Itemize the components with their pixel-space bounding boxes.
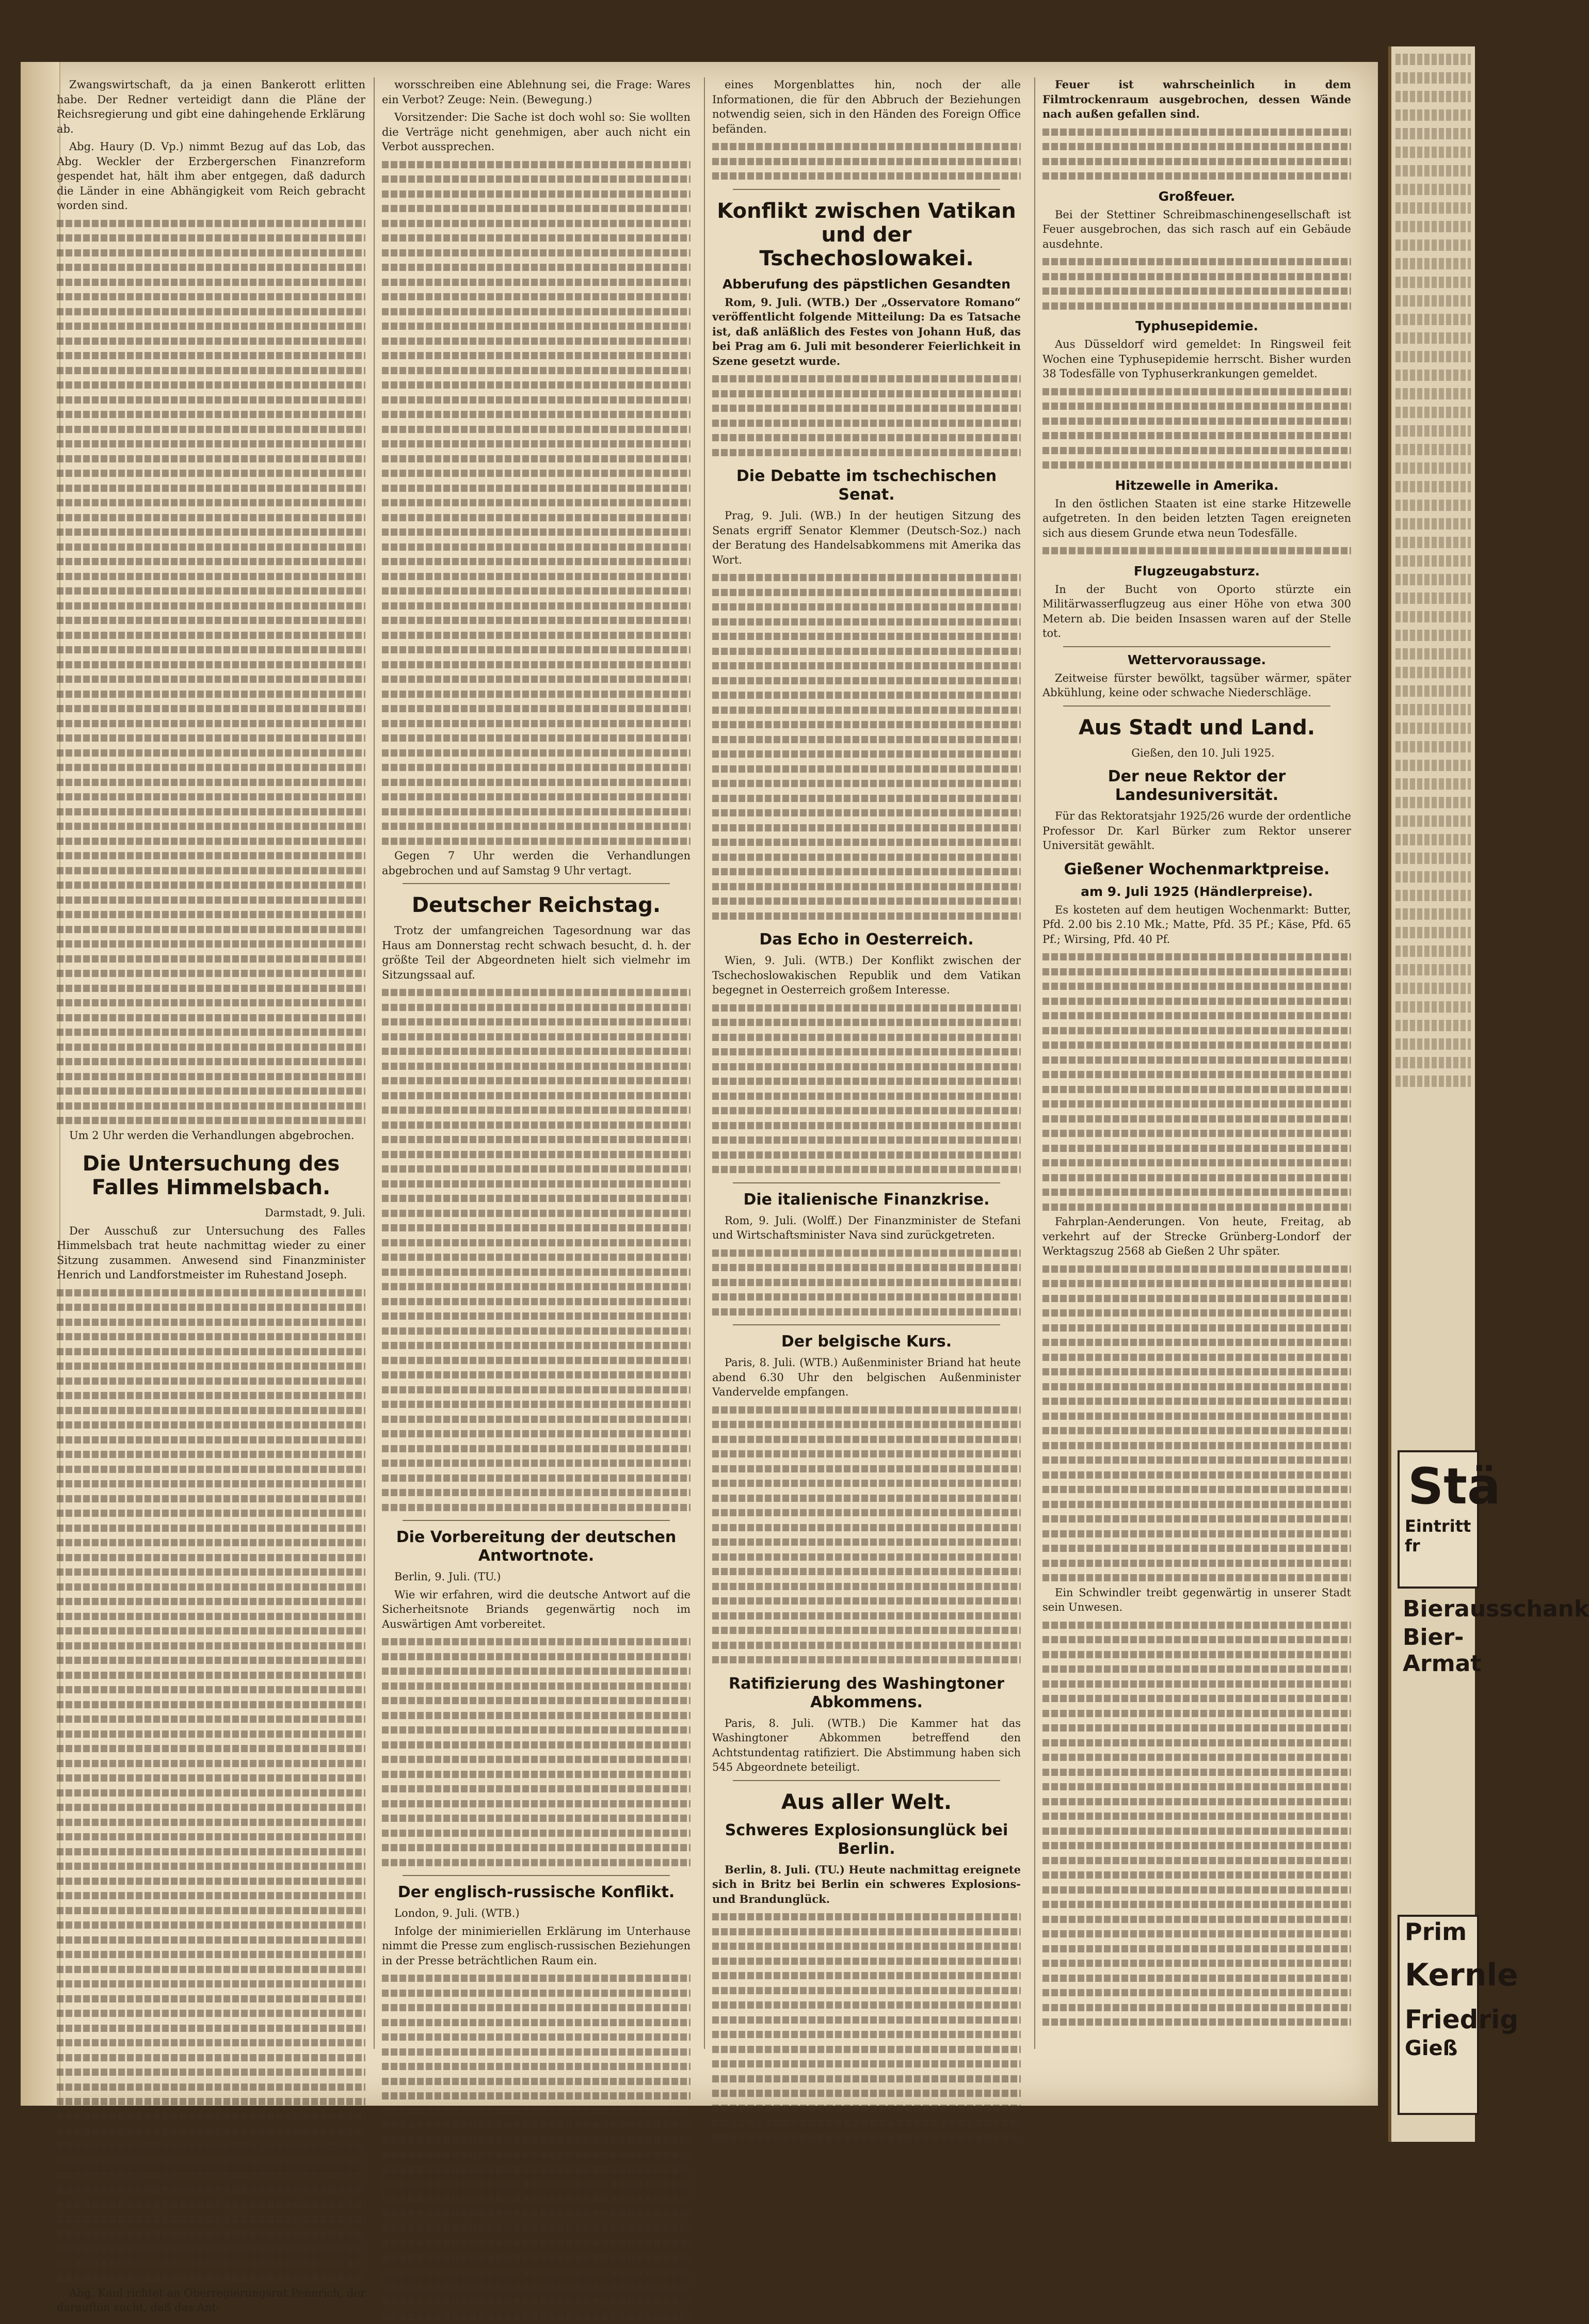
advertisement bbox=[1398, 1450, 1501, 1589]
headline-antwortnote: Die Vorbereitung der deutschen Antwortnote. bbox=[396, 1528, 677, 1565]
headline-hitze: Hitzewelle in Amerika. bbox=[1115, 477, 1279, 493]
column-1 bbox=[57, 77, 365, 2314]
ad-title: Kernle bbox=[1405, 1957, 1518, 1993]
paragraph: worsschreiben eine Ablehnung sei, die Frage: Wares ein Verbot? Zeuge: Nein. (Bewegung.) bbox=[382, 78, 691, 106]
subheadline-vatikan: Abberufung des päpstlichen Gesandten bbox=[722, 276, 1011, 292]
paragraph: Um 2 Uhr werden die Verhandlungen abgebrochen. bbox=[69, 1129, 355, 1142]
paragraph: Prag, 9. Juli. (WB.) In der heutigen Sitzung des Senats ergriff Senator Klemmer (Deutsch-Soz.) nach der Beratung des Handelsabkommens mit Amerika das Wort. bbox=[712, 509, 1021, 566]
paragraph: Trotz der umfangreichen Tagesordnung war das Haus am Donnerstag recht schwach besucht, d. h. der größte Teil der Abgeordneten hielt sich vielmehr im Sitzungssaal auf. bbox=[382, 924, 691, 981]
paragraph: Es kosteten auf dem heutigen Wochenmarkt: Butter, Pfd. 2.00 bis 2.10 Mk.; Matte, Pfd. 35 Pf.; Käse, Pfd. 65 Pf.; Wirsing, Pfd. 40 Pf. bbox=[1042, 903, 1351, 945]
dateline: Gießen, den 10. Juli 1925. bbox=[1131, 746, 1275, 759]
ad-title: Stä bbox=[1408, 1457, 1501, 1515]
headline-vatikan: Konflikt zwischen Vatikan und der Tschechoslowakei. bbox=[717, 199, 1016, 270]
ad-title: Gieß bbox=[1405, 2037, 1458, 2060]
paragraph: Paris, 8. Juli. (WTB.) Außenminister Briand hat heute abend 6.30 Uhr den belgischen Außenminister Vandervelde empfangen. bbox=[712, 1356, 1021, 1398]
paragraph: Feuer ist wahrscheinlich in dem Filmtrockenraum ausgebrochen, dessen Wände nach außen gefallen sind. bbox=[1042, 78, 1351, 120]
paragraph: In der Bucht von Oporto stürzte ein Militärwasserflugzeug aus einer Höhe von etwa 300 Metern ab. Die beiden Insassen waren auf der Stelle tot. bbox=[1042, 583, 1351, 639]
paragraph: Zwangswirtschaft, da ja einen Bankerott erlitten habe. Der Redner verteidigt dann die Pläne der Reichsregierung und gibt eine dahingehende Erklärung ab. bbox=[57, 78, 365, 135]
column-3 bbox=[712, 77, 1021, 2049]
paragraph: Wien, 9. Juli. (WTB.) Der Konflikt zwischen der Tschechoslowakischen Republik und dem Vatikan begegnet in Oesterreich großem Interesse. bbox=[712, 954, 1021, 996]
paragraph: Rom, 9. Juli. (WTB.) Der „Osservatore Romano“ veröffentlicht folgende Mitteilung: Da es Tatsache ist, daß anläßlich des Festes von Johann Huß, das bei Prag am 6. Juli mit besonderer Feierlichkeit in Szene gesetzt wurde. bbox=[712, 295, 1021, 367]
dateline: London, 9. Juli. (WTB.) bbox=[394, 1907, 520, 1919]
column-rule bbox=[704, 77, 705, 2049]
paragraph: Ein Schwindler treibt gegenwärtig in unserer Stadt sein Unwesen. bbox=[1042, 1586, 1351, 1613]
headline-markt: Gießener Wochenmarktpreise. bbox=[1064, 860, 1330, 878]
column-rule bbox=[1034, 77, 1035, 2049]
paragraph: In den östlichen Staaten ist eine starke Hitzewelle aufgetreten. In den beiden letzten Tagen ereigneten sich aus diesem Grunde etwa neun Todesfälle. bbox=[1042, 497, 1351, 539]
paragraph: Wie wir erfahren, wird die deutsche Antwort auf die Sicherheitsnote Briands gegenwärtig noch im Auswärtigen Amt vorbereitet. bbox=[382, 1588, 691, 1630]
paragraph: Aus Düsseldorf wird gemeldet: In Ringsweil feit Wochen eine Typhusepidemie herrscht. Bisher wurden 38 Todesfälle von Typhuserkrankungen gemeldet. bbox=[1042, 338, 1351, 380]
headline-grossfeuer: Großfeuer. bbox=[1158, 188, 1235, 204]
article-columns bbox=[57, 77, 1368, 2314]
ad-title: Bierausschank bbox=[1403, 1596, 1589, 1622]
headline-himmelsbach: Die Untersuchung des Falles Himmelsbach. bbox=[82, 1152, 340, 1199]
page-binding bbox=[21, 62, 60, 2106]
dateline: Berlin, 9. Juli. (TU.) bbox=[394, 1570, 501, 1583]
headline-konflikt: Der englisch-russische Konflikt. bbox=[397, 1883, 675, 1901]
paragraph: Zeitweise fürster bewölkt, tagsüber wärmer, später Abkühlung, keine oder schwache Niederschläge. bbox=[1042, 671, 1351, 699]
subheadline-markt: am 9. Juli 1925 (Händlerpreise). bbox=[1081, 884, 1313, 899]
dateline: Darmstadt, 9. Juli. bbox=[264, 1207, 365, 1219]
paragraph: Rom, 9. Juli. (Wolff.) Der Finanzminister de Stefani und Wirtschaftsminister Nava sind zurückgetreten. bbox=[712, 1214, 1021, 1241]
column-rule bbox=[374, 77, 375, 2049]
headline-washington: Ratifizierung des Washingtoner Abkommens. bbox=[729, 1674, 1004, 1711]
ad-title: Prim bbox=[1405, 1918, 1467, 1946]
headline-explosion: Schweres Explosionsunglück bei Berlin. bbox=[725, 1821, 1008, 1858]
headline-rektor: Der neue Rektor der Landesuniversität. bbox=[1108, 767, 1286, 804]
paragraph: Bei der Stettiner Schreibmaschinengesellschaft ist Feuer ausgebrochen, das sich rasch auf ein Gebäude ausdehnte. bbox=[1042, 208, 1351, 250]
paragraph: Für das Rektoratsjahr 1925/26 wurde der ordentliche Professor Dr. Karl Bürker zum Rektor unserer Universität gewählt. bbox=[1042, 810, 1351, 852]
headline-kurs: Der belgische Kurs. bbox=[781, 1333, 952, 1351]
headline-reichstag: Deutscher Reichstag. bbox=[411, 893, 661, 917]
ad-subtitle: Eintritt fr bbox=[1405, 1516, 1471, 1556]
paragraph: Vorsitzender: Die Sache ist doch wohl so: Sie wollten die Verträge nicht genehmigen, aber auch nicht ein Verbot aussprechen. bbox=[382, 111, 691, 153]
headline-flugzeug: Flugzeugabsturz. bbox=[1133, 563, 1260, 579]
headline-welt: Aus aller Welt. bbox=[781, 1790, 952, 1814]
paragraph: Der Ausschuß zur Untersuchung des Falles Himmelsbach trat heute nachmittag wieder zu einer Sitzung zusammen. Anwesend sind Finanzminister Henrich und Landforstmeister im Ruhestand Joseph. bbox=[57, 1224, 365, 1281]
headline-typhus: Typhusepidemie. bbox=[1135, 318, 1259, 333]
adjacent-page bbox=[1388, 46, 1589, 2142]
paragraph: Gegen 7 Uhr werden die Verhandlungen abgebrochen und auf Samstag 9 Uhr vertagt. bbox=[382, 850, 691, 877]
paragraph: Infolge der minimieriellen Erklärung im Unterhause nimmt die Presse zum englisch-russischen Beziehungen in der Presse beträchtlichen Raum ein. bbox=[382, 1925, 691, 1967]
headline-finanzkrise: Die italienische Finanzkrise. bbox=[743, 1190, 990, 1209]
advertisement bbox=[1398, 1915, 1519, 2115]
headline-debatte: Die Debatte im tschechischen Senat. bbox=[736, 467, 997, 504]
paragraph: Abg. Haury (D. Vp.) nimmt Bezug auf das Lob, das Abg. Weckler der Erzbergerschen Finanzreform gespendet hat, hält ihm aber entgegen, daß dadurch die Länder in eine Abhängigkeit vom Reich gebracht worden sind. bbox=[57, 140, 365, 212]
paragraph: eines Morgenblattes hin, noch der alle Informationen, die für den Abbruch der Beziehungen notwendig seien, sich in den Händen des Foreign Office befänden. bbox=[712, 78, 1021, 135]
paragraph: Berlin, 8. Juli. (TU.) Heute nachmittag ereignete sich in Britz bei Berlin ein schweres Explosions- und Brandunglück. bbox=[712, 1863, 1021, 1905]
paragraph: Abg. Kaul richtet an Oberregierungsrat Pennrich, der daraufhin sucht, daß das Ant- bbox=[57, 2286, 365, 2314]
paragraph: Paris, 8. Juli. (WTB.) Die Kammer hat das Washingtoner Abkommen betreffend den Achtstundentag ratifiziert. Die Abstimmung haben sich 545 Abgeordnete beteiligt. bbox=[712, 1717, 1021, 1773]
headline-echo: Das Echo in Oesterreich. bbox=[759, 931, 974, 949]
column-4 bbox=[1042, 77, 1351, 2049]
ad-title: Friedrig bbox=[1405, 2005, 1519, 2034]
ad-title: Bier-Armat bbox=[1403, 1624, 1482, 1677]
headline-wetter: Wettervoraussage. bbox=[1127, 652, 1266, 667]
headline-stadt-land: Aus Stadt und Land. bbox=[1078, 715, 1315, 740]
column-2 bbox=[382, 77, 691, 2049]
paragraph: Fahrplan-Aenderungen. Von heute, Freitag, ab verkehrt auf der Strecke Grünberg-Londorf der Werktagszug 2568 ab Gießen 2 Uhr später. bbox=[1042, 1215, 1351, 1257]
advertisement bbox=[1398, 1595, 1589, 1719]
